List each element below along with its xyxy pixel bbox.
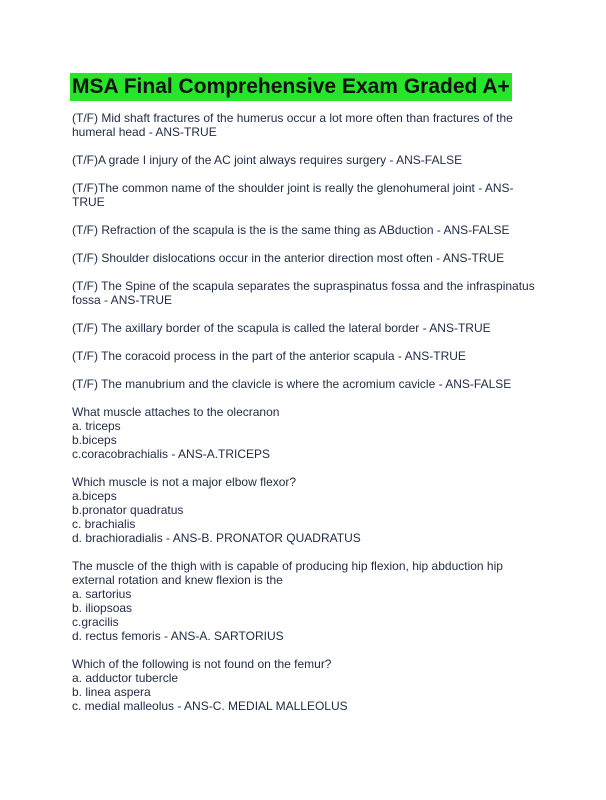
question-item: [72, 475, 542, 545]
question-line: c.coracobrachialis - ANS-A.TRICEPS: [72, 447, 271, 461]
question-item: [72, 279, 542, 307]
question-item: [72, 377, 542, 391]
question-item: [72, 111, 542, 139]
question-line: d. rectus femoris - ANS-A. SARTORIUS: [72, 629, 284, 643]
question-line: c.gracilis: [72, 615, 119, 629]
question-item: [72, 321, 542, 335]
question-line: fossa - ANS-TRUE: [72, 293, 173, 307]
question-line: Which of the following is not found on the femur?: [72, 657, 332, 671]
question-line: humeral head - ANS-TRUE: [72, 125, 217, 139]
question-line: external rotation and knew flexion is the: [72, 573, 283, 587]
question-line: b.biceps: [72, 433, 117, 447]
question-line: (T/F) The Spine of the scapula separates the supraspinatus fossa and the infraspinatus: [72, 279, 535, 293]
question-line: a. triceps: [72, 419, 121, 433]
question-line: a.biceps: [72, 489, 117, 503]
question-line: What muscle attaches to the olecranon: [72, 405, 280, 419]
question-line: (T/F) Shoulder dislocations occur in the anterior direction most often - ANS-TRUE: [72, 251, 505, 265]
question-line: Which muscle is not a major elbow flexor?: [72, 475, 297, 489]
question-item: [72, 181, 542, 209]
question-line: (T/F) The manubrium and the clavicle is where the acromium cavicle - ANS-FALSE: [72, 377, 512, 391]
question-line: b. iliopsoas: [72, 601, 133, 615]
question-item: [72, 559, 542, 643]
question-line: (T/F) The coracoid process in the part of the anterior scapula - ANS-TRUE: [72, 349, 466, 363]
question-line: (T/F) Mid shaft fractures of the humerus occur a lot more often than fractures of the: [72, 111, 513, 125]
question-line: b. linea aspera: [72, 685, 151, 699]
question-item: [72, 349, 542, 363]
question-line: d. brachioradialis - ANS-B. PRONATOR QUADRATUS: [72, 531, 361, 545]
question-line: a. adductor tubercle: [72, 671, 179, 685]
question-line: c. medial malleolus - ANS-C. MEDIAL MALLEOLUS: [72, 699, 348, 713]
document-body: [72, 111, 542, 727]
question-item: [72, 153, 542, 167]
question-line: (T/F) The axillary border of the scapula is called the lateral border - ANS-TRUE: [72, 321, 491, 335]
question-line: (T/F) Refraction of the scapula is the is the same thing as ABduction - ANS-FALSE: [72, 223, 510, 237]
question-line: (T/F)A grade I injury of the AC joint always requires surgery - ANS-FALSE: [72, 153, 463, 167]
question-line: c. brachialis: [72, 517, 136, 531]
question-line: The muscle of the thigh with is capable of producing hip flexion, hip abduction hip: [72, 559, 503, 573]
question-item: [72, 223, 542, 237]
question-item: [72, 251, 542, 265]
question-line: (T/F)The common name of the shoulder joint is really the glenohumeral joint - ANS-: [72, 181, 514, 195]
question-line: TRUE: [72, 195, 105, 209]
question-line: b.pronator quadratus: [72, 503, 184, 517]
question-item: [72, 657, 542, 713]
question-line: a. sartorius: [72, 587, 132, 601]
document-title: MSA Final Comprehensive Exam Graded A+: [70, 73, 512, 101]
question-item: [72, 405, 542, 461]
